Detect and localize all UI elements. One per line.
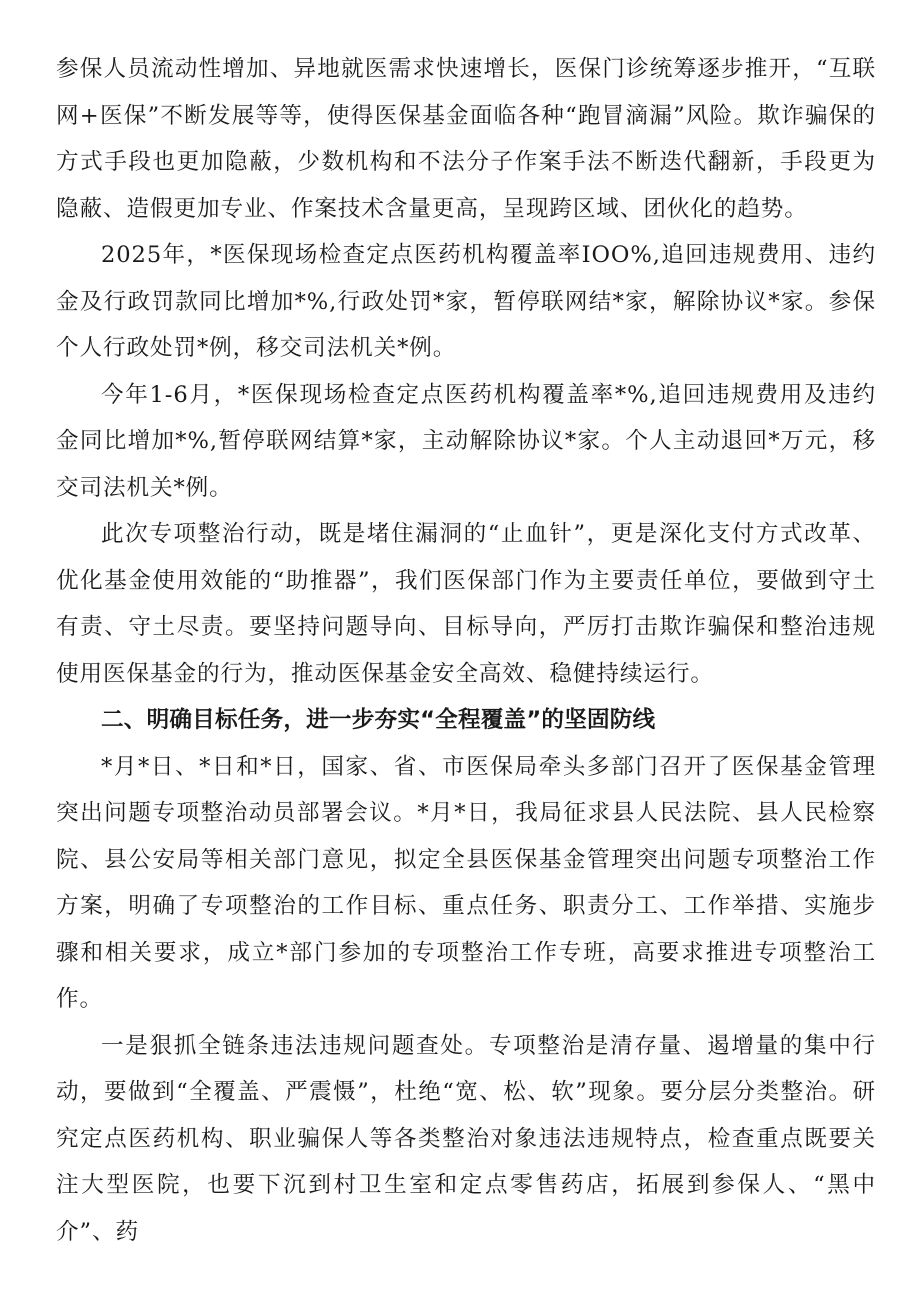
document-page: [56, 46, 876, 1255]
paragraph-2025-results: 2025年，*医保现场检查定点医药机构覆盖率IOO%,追回违规费用、违约金及行政罚款同比增加*%,行政处罚*家，暂停联网结*家，解除协议*家。参保个人行政处罚*例，移交司法机关*例。: [56, 242, 876, 361]
section-heading-2: 二、明确目标任务，进一步夯实“全程覆盖”的坚固防线: [101, 707, 656, 733]
paragraph-point-one: 一是狠抓全链条违法违规问题查处。专项整治是清存量、遏增量的集中行动，要做到“全覆盖、严震慑”，杜绝“宽、松、软”现象。要分层分类整治。研究定点医药机构、职业骗保人等各类整治对象违法违规特点，检查重点既要关注大型医院，也要下沉到村卫生室和定点零售药店，拓展到参保人、“黑中介”、药: [56, 1032, 876, 1245]
paragraph-this-year-results: 今年1-6月，*医保现场检查定点医药机构覆盖率*%,追回违规费用及违约金同比增加*%,暂停联网结算*家，主动解除协议*家。个人主动退回*万元，移交司法机关*例。: [56, 381, 876, 501]
paragraph-campaign-purpose: 此次专项整治行动，既是堵住漏洞的“止血针”，更是深化支付方式改革、优化基金使用效能的“助推器”，我们医保部门作为主要责任单位，要做到守土有责、守土尽责。要坚持问题导向、目标导向，严厉打击欺诈骗保和整治违规使用医保基金的行为，推动医保基金安全高效、稳健持续运行。: [56, 521, 876, 687]
paragraph-deployment-meeting: *月*日、*日和*日，国家、省、市医保局牵头多部门召开了医保基金管理突出问题专项整治动员部署会议。*月*日，我局征求县人民法院、县人民检察院、县公安局等相关部门意见，拟定全县医保基金管理突出问题专项整治工作方案，明确了专项整治的工作目标、重点任务、职责分工、工作举措、实施步骤和相关要求，成立*部门参加的专项整治工作专班，高要求推进专项整治工作。: [56, 753, 876, 1012]
paragraph-fund-risks: 参保人员流动性增加、异地就医需求快速增长，医保门诊统筹逐步推开，“互联网+医保”不断发展等等，使得医保基金面临各种“跑冒滴漏”风险。欺诈骗保的方式手段也更加隐蔽，少数机构和不法分子作案手法不断迭代翻新，手段更为隐蔽、造假更加专业、作案技术含量更高，呈现跨区域、团伙化的趋势。: [56, 56, 876, 222]
